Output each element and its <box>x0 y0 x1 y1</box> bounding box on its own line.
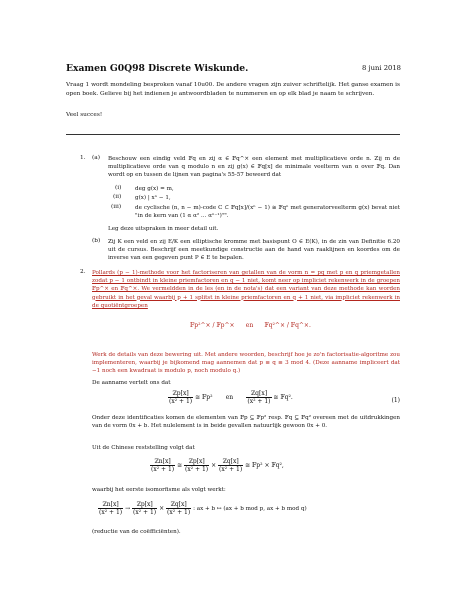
item-ii-label: (ii) <box>113 194 122 200</box>
eq3-num-3: ℤq[x] <box>166 501 191 509</box>
eq3-num-1: ℤn[x] <box>98 501 123 509</box>
item-iii-text: de cyclische (n, n − m)-code C ⊂ 𝔽q[x]/(xⁿ − 1) ≅ 𝔽qⁿ met generatorveelterm g(x) bevat niet "in de kern van (1 α α² … αⁿ⁻¹)ᵀ". <box>135 205 400 220</box>
question-1a-text: Beschouw een eindig veld 𝔽q en zij α ∈ 𝔽q^× een element met multiplicatieve orde n. Zij m de multiplicatieve orde van q modulo n en zij g(x) ∈ 𝔽q[x] de minimale veelterm van α over 𝔽q. Dan wordt op en tussen de lijnen van pagina's 55-57 beweerd dat <box>108 156 400 179</box>
item-ii-text: g(x) | xⁿ − 1, <box>135 195 171 201</box>
crt-intro: Uit de Chinese reststelling volgt dat <box>92 445 195 451</box>
eq3-num-2: ℤp[x] <box>132 501 157 509</box>
exam-title: Examen G0Q98 Discrete Wiskunde. <box>66 63 249 74</box>
eq1-den-right: (x² + 1) <box>247 398 271 405</box>
equation-3 <box>98 501 307 516</box>
eq3-times: × <box>159 505 165 512</box>
eq1-num-right: ℤq[x] <box>246 390 271 398</box>
eq2-den-3: (x² + 1) <box>219 466 243 473</box>
question-1-number: 1. <box>80 155 86 161</box>
quotient-groups-display <box>190 322 311 329</box>
intro-paragraph: Vraag 1 wordt mondeling besproken vanaf 10u00. De andere vragen zijn zuiver schriftelijk. Het ganse examen is open boek. Gelieve bij het indienen je antwoordbladen te nummeren en op elk blad je naam te schrijven. <box>66 82 400 97</box>
divider <box>66 134 400 135</box>
eq1-rel-left: ≅ 𝔽p² <box>195 394 213 401</box>
eq2-num-2: ℤp[x] <box>184 458 209 466</box>
eq3-den-1: (x² + 1) <box>99 509 123 516</box>
eq2-num-1: ℤn[x] <box>150 458 175 466</box>
eq1-num-left: ℤp[x] <box>168 390 193 398</box>
reduction-note: (reductie van de coëfficiënten). <box>92 529 181 535</box>
question-1a-closing: Leg deze uitspraken in meer detail uit. <box>108 226 219 232</box>
item-i-label: (i) <box>115 185 122 191</box>
quotient-group-p: 𝔽p²^× / 𝔽p^× <box>190 322 235 329</box>
eq2-iso: ≅ <box>177 462 183 469</box>
eq1-rel-right: ≅ 𝔽q². <box>273 394 293 401</box>
assumption-intro: De aanname vertelt ons dat <box>92 380 171 386</box>
equation-1 <box>168 390 293 405</box>
equation-1-tag: (1) <box>391 397 400 404</box>
question-2-number: 2. <box>80 269 86 275</box>
item-i-text: deg g(x) = m, <box>135 186 174 192</box>
question-1b-text: Zij K een veld en zij E/K een elliptische kromme met basispunt O ∈ E(K), in de zin van Definitie 6.20 uit de cursus. Beschrijf een meetkundige constructie aan de hand van raaklijnen en koordes om de inverse van een gegeven punt P ∈ E te bepalen. <box>108 239 400 262</box>
eq2-tail: ≅ 𝔽p² × 𝔽q², <box>245 462 284 469</box>
identification-text: Onder deze identificaties komen de elementen van 𝔽p ⊆ 𝔽p² resp. 𝔽q ⊆ 𝔽q² overeen met de uitdrukkingen van de vorm 0x + b. Het nulelement is in beide gevallen natuurlijk gewoon 0x + 0. <box>92 415 400 430</box>
question-1a-label: (a) <box>92 155 100 161</box>
quotient-group-q: 𝔽q²^× / 𝔽q^×. <box>264 322 311 329</box>
eq3-den-3: (x² + 1) <box>167 509 191 516</box>
good-luck-text: Veel succes! <box>66 112 103 118</box>
item-iii-label: (iii) <box>111 204 122 210</box>
equation-2 <box>150 458 284 473</box>
eq3-tail: : ax + b ↦ (ax + b mod p, ax + b mod q) <box>193 506 307 512</box>
iso-intro: waarbij het eerste isomorfisme als volgt werkt: <box>92 487 226 493</box>
exam-date: 8 juni 2018 <box>362 64 401 72</box>
display-en: en <box>245 322 254 329</box>
question-2-task: Werk de details van deze bewering uit. Met andere woorden, beschrijf hoe je zo'n factorisatie-algoritme zou implementeren, waarbij je bijkomend mag aannemen dat p ≡ q ≡ 3 mod 4. (Deze aanname impliceert dat −1 noch een kwadraat is modulo p, noch modulo q.) <box>92 352 400 375</box>
question-2-statement: Pollards (p − 1)-methode voor het factoriseren van getallen van de vorm n = pq met p en q priemgetallen zodat p − 1 ontbindt in kleine priemfactoren en q − 1 niet, komt neer op impliciet rekenwerk in de groepen 𝔽p^× en 𝔽q^×. We vermeldden in de les (en in de nota's) dat een variant van deze methode kan worden gebruikt in het geval waarbij p + 1 splitst in kleine priemfactoren en q + 1 niet, via impliciet rekenwerk in de quotiëntgroepen <box>92 270 400 309</box>
eq1-en: en <box>225 394 234 401</box>
eq1-den-left: (x² + 1) <box>169 398 193 405</box>
eq3-den-2: (x² + 1) <box>133 509 157 516</box>
eq2-den-1: (x² + 1) <box>151 466 175 473</box>
eq2-den-2: (x² + 1) <box>185 466 209 473</box>
eq2-times: × <box>211 462 217 469</box>
question-1b-label: (b) <box>92 238 101 244</box>
eq3-arrow: → <box>125 505 131 512</box>
eq2-num-3: ℤq[x] <box>218 458 243 466</box>
